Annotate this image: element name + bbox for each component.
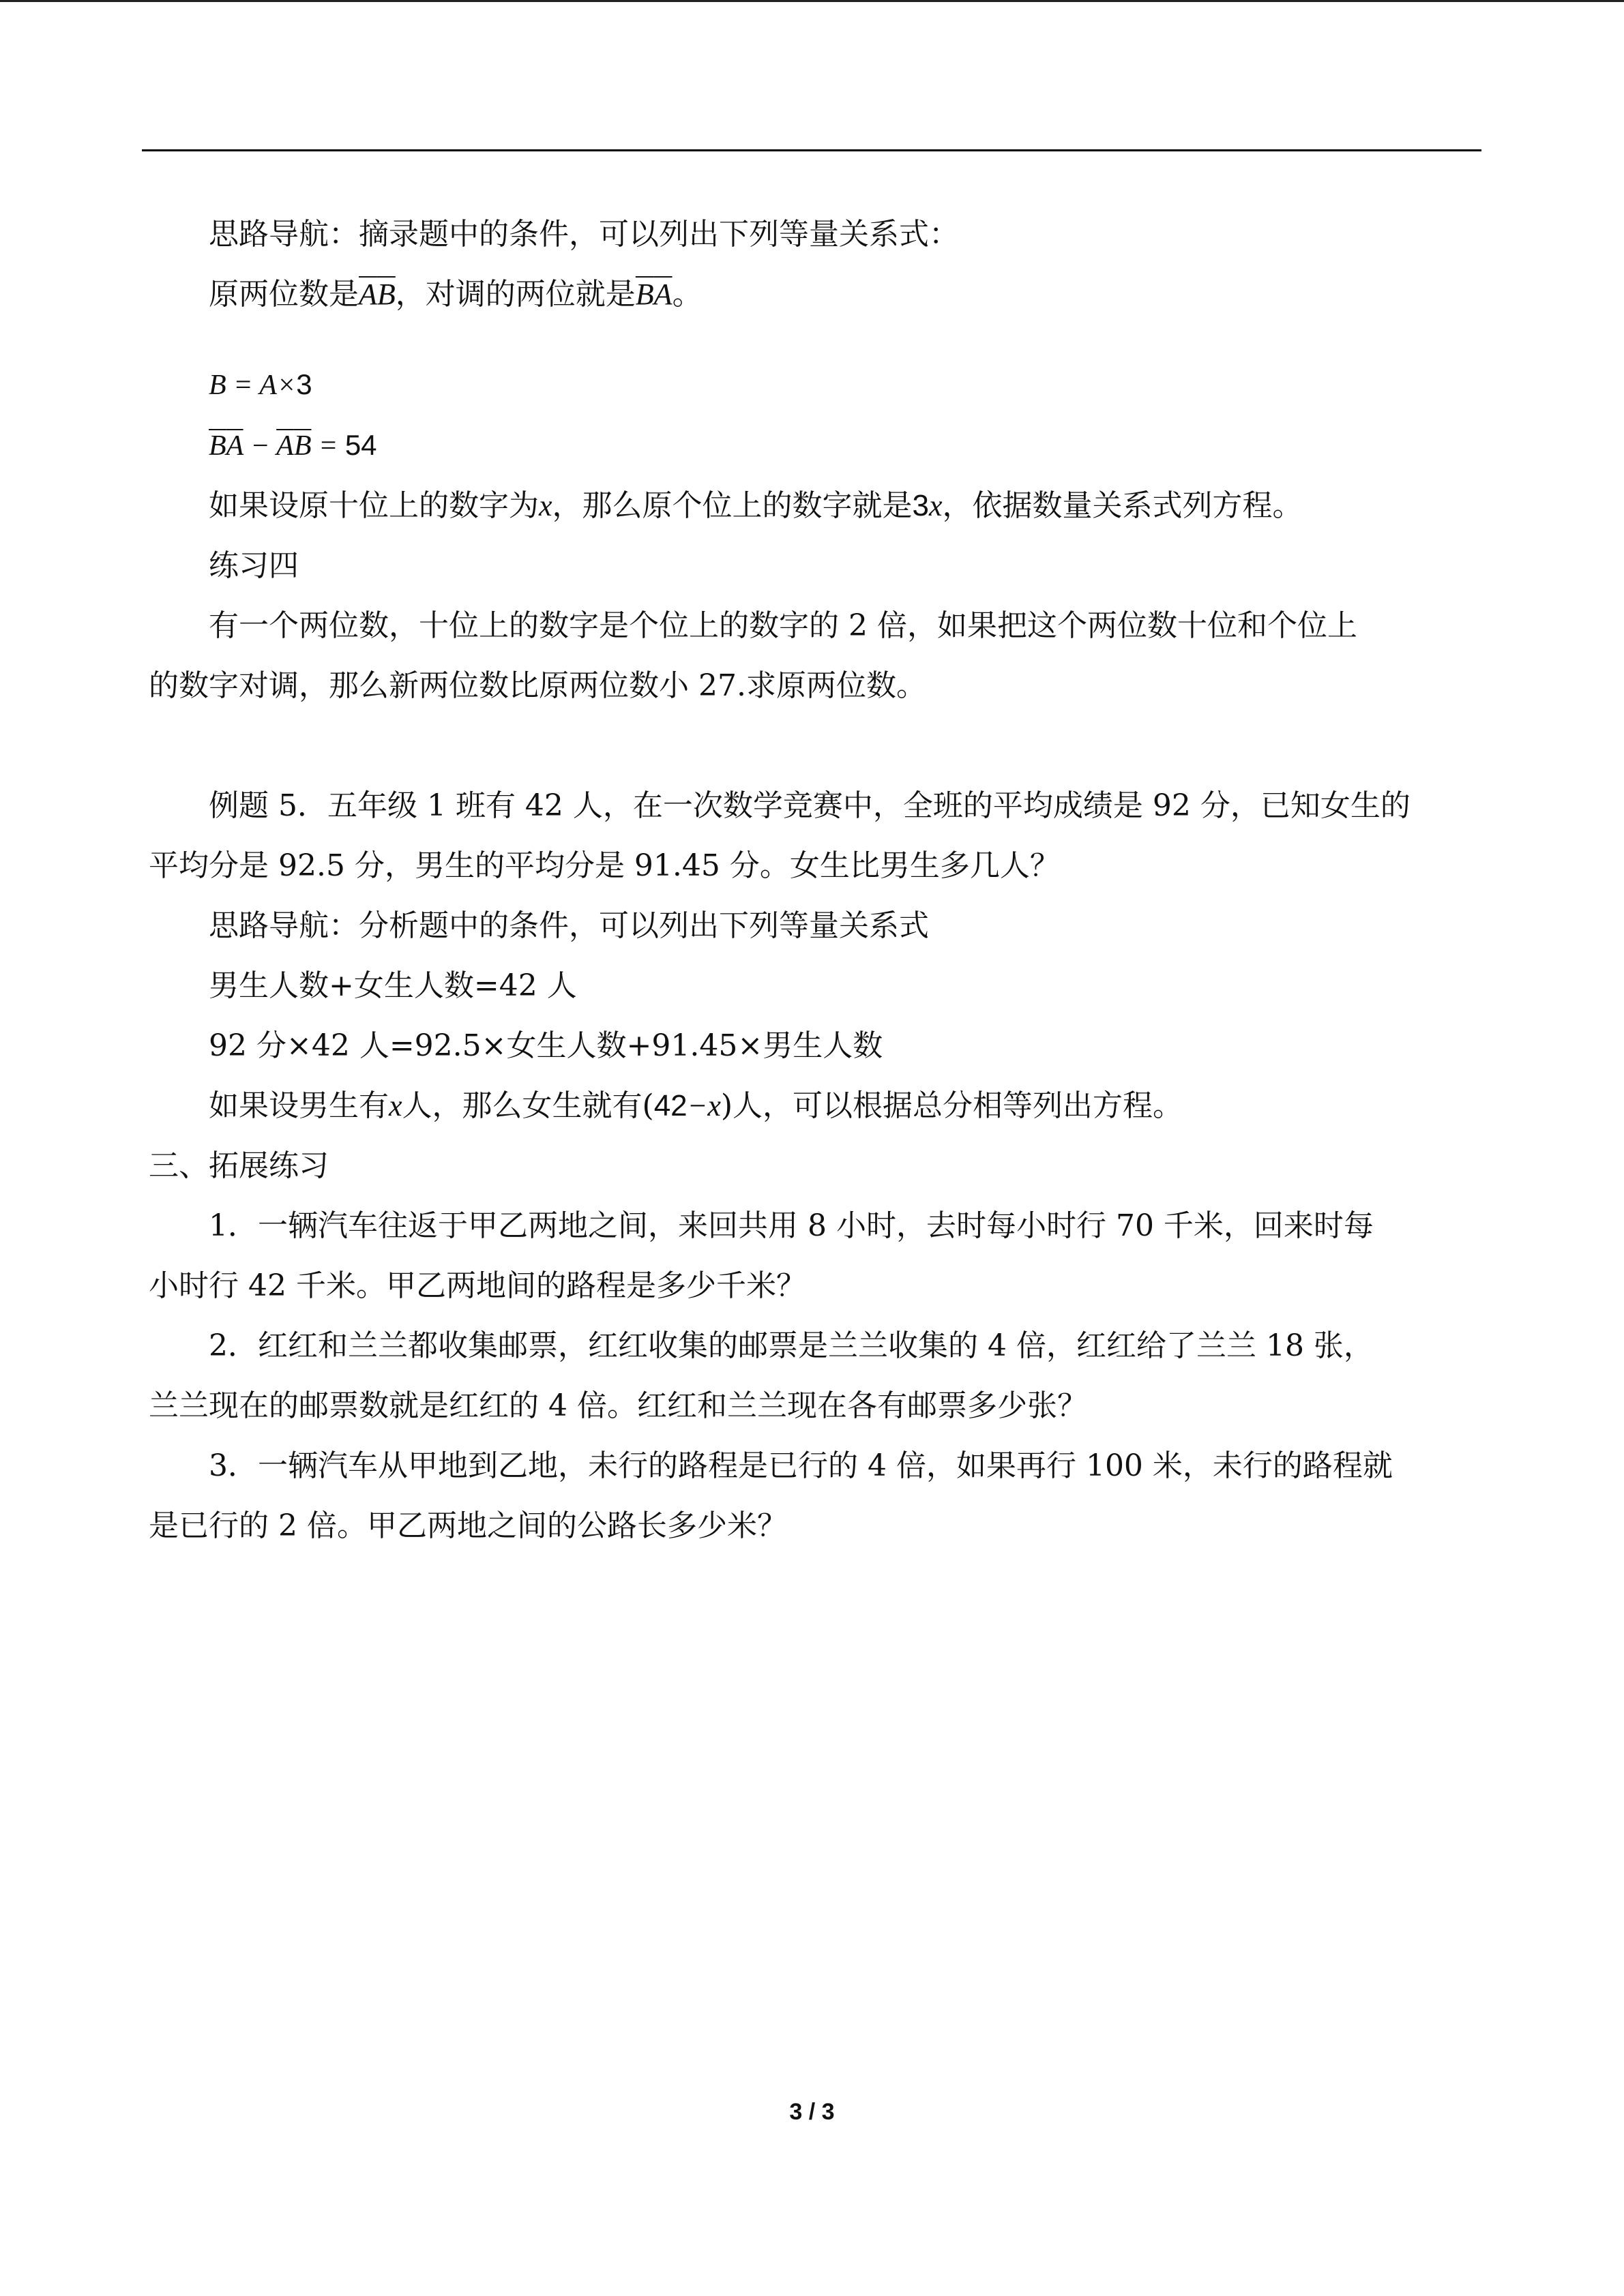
hint1-ab-line: 原两位数是AB，对调的两位就是BA。 [209, 277, 703, 312]
question1-line-2: 小时行 42 千米。甲乙两地间的路程是多少千米？ [149, 1268, 806, 1303]
example5-line-2: 平均分是 92.5 分，男生的平均分是 91.45 分。女生比男生多几人？ [149, 848, 1060, 883]
document-body [149, 205, 1479, 1556]
overline-ba: BA [635, 278, 673, 311]
question2-line-2: 兰兰现在的邮票数就是红红的 4 倍。红红和兰兰现在各有邮票多少张？ [149, 1388, 1087, 1423]
equation-b-equals-3a: B = A×3 [209, 368, 312, 401]
page-number: 3 / 3 [789, 2099, 835, 2125]
hint2-relation-2: 92 分×42 人=92.5×女生人数+91.45×男生人数 [209, 1028, 883, 1063]
hint2-heading: 思路导航：分析题中的条件，可以列出下列等量关系式 [209, 908, 929, 943]
hint1-heading: 思路导航：摘录题中的条件，可以列出下列等量关系式： [209, 217, 959, 252]
practice4-line-2: 的数字对调，那么新两位数比原两位数小 27.求原两位数。 [149, 668, 926, 703]
hint1-setx-line: 如果设原十位上的数字为x，那么原个位上的数字就是3x，依据数量关系式列方程。 [209, 488, 1303, 523]
equation-ba-minus-ab: BA − AB = 54 [209, 429, 377, 462]
question2-line-1: 2．红红和兰兰都收集邮票，红红收集的邮票是兰兰收集的 4 倍，红红给了兰兰 18 张， [209, 1328, 1374, 1363]
section3-title: 三、拓展练习 [149, 1148, 329, 1183]
question3-line-2: 是已行的 2 倍。甲乙两地之间的公路长多少米？ [149, 1508, 787, 1543]
question3-line-1: 3．一辆汽车从甲地到乙地，未行的路程是已行的 4 倍，如果再行 100 米，未行的路程就 [209, 1448, 1393, 1483]
practice4-title: 练习四 [209, 548, 299, 583]
practice4-line-1: 有一个两位数，十位上的数字是个位上的数字的 2 倍，如果把这个两位数十位和个位上 [209, 608, 1357, 643]
page-top-border [0, 0, 1624, 2]
overline-ab: AB [359, 278, 396, 311]
hint2-relation-1: 男生人数+女生人数=42 人 [209, 968, 577, 1003]
question1-line-1: 1．一辆汽车往返于甲乙两地之间，来回共用 8 小时，去时每小时行 70 千米，回来时每 [209, 1208, 1374, 1243]
example5-line-1: 例题 5．五年级 1 班有 42 人，在一次数学竞赛中，全班的平均成绩是 92 分，已知女生的 [209, 788, 1411, 823]
hint2-set-line: 如果设男生有x人，那么女生就有(42−x)人，可以根据总分相等列出方程。 [209, 1088, 1183, 1123]
header-rule [142, 149, 1481, 151]
